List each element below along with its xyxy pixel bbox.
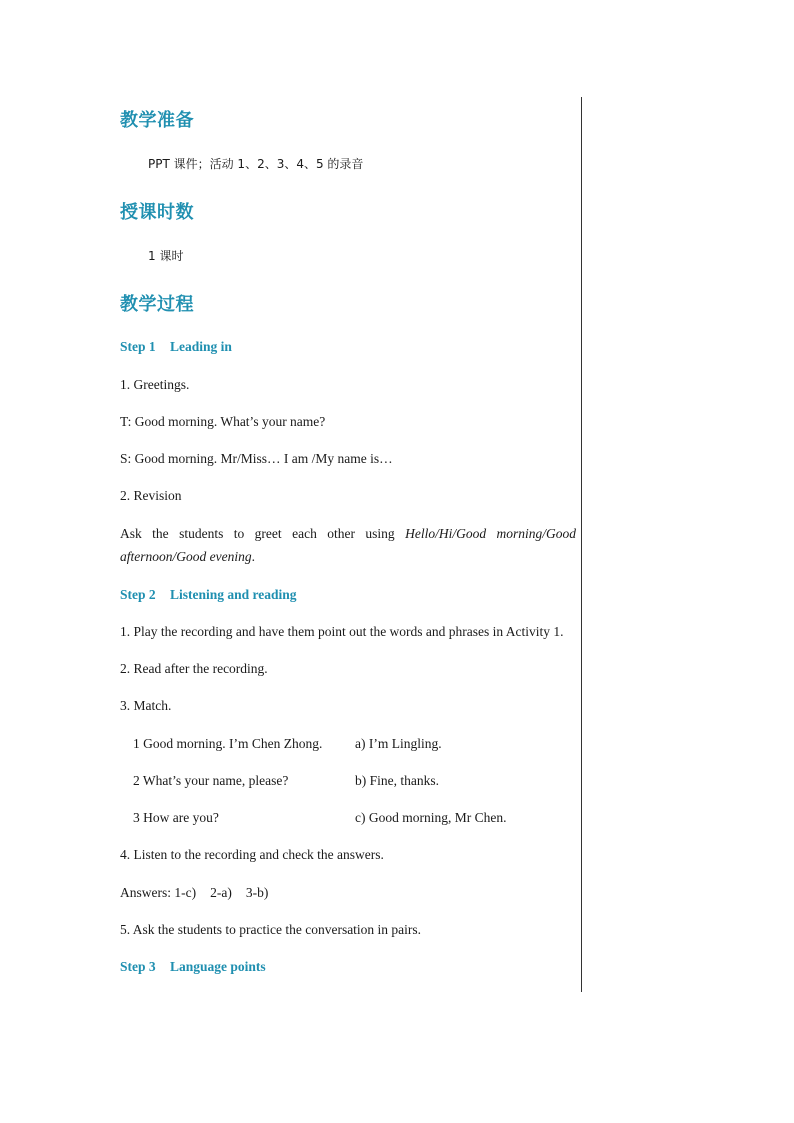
step1-line-greetings: 1. Greetings. (120, 377, 190, 392)
step2-line-play: 1. Play the recording and have them point out the words and phrases in Activity 1. (120, 624, 564, 639)
step1-title: Leading in (170, 339, 232, 354)
step1-number: Step 1 (120, 339, 156, 354)
heading-class-hours: 授课时数 (120, 202, 194, 222)
step3-heading (120, 959, 266, 975)
step3-title: Language points (170, 959, 266, 974)
step2-line-match: 3. Match. (120, 698, 172, 713)
step2-number: Step 2 (120, 587, 156, 602)
match-left-item: 3 How are you? (133, 810, 219, 825)
step1-line-teacher: T: Good morning. What’s your name? (120, 414, 326, 429)
preparation-text: PPT 课件；活动 1、2、3、4、5 的录音 (148, 157, 364, 171)
step1-heading (120, 339, 232, 355)
step2-title: Listening and reading (170, 587, 297, 602)
class-hours-text: 1 课时 (148, 249, 184, 263)
heading-teaching-preparation: 教学准备 (120, 110, 194, 130)
match-right-item: b) Fine, thanks. (355, 773, 439, 788)
step2-line-practice: 5. Ask the students to practice the conversation in pairs. (120, 922, 422, 937)
step3-number: Step 3 (120, 959, 156, 974)
match-left-item: 1 Good morning. I’m Chen Zhong. (133, 736, 323, 751)
answer-item: Answers: 1-c) (120, 885, 197, 900)
match-right-item: c) Good morning, Mr Chen. (355, 810, 507, 825)
step1-line-student: S: Good morning. Mr/Miss… I am /My name is… (120, 451, 393, 466)
answer-item: 3-b) (245, 885, 269, 900)
step1-revision-paragraph (120, 522, 576, 568)
match-left-item: 2 What’s your name, please? (133, 773, 289, 788)
answers-line (120, 885, 282, 901)
revision-greetings-italic: Hello/Hi/Good morning/Good afternoon/Good evening (120, 526, 576, 564)
answer-item: 2-a) (210, 885, 232, 900)
step2-line-listen: 4. Listen to the recording and check the answers. (120, 847, 384, 862)
margin-rule (581, 97, 582, 992)
step2-heading (120, 587, 297, 603)
step1-line-revision: 2. Revision (120, 488, 182, 503)
step2-line-read: 2. Read after the recording. (120, 661, 268, 676)
match-right-item: a) I’m Lingling. (355, 736, 442, 751)
revision-prefix: Ask the students to greet each other using (120, 526, 406, 541)
heading-teaching-process: 教学过程 (120, 294, 194, 314)
revision-suffix: . (251, 549, 255, 564)
